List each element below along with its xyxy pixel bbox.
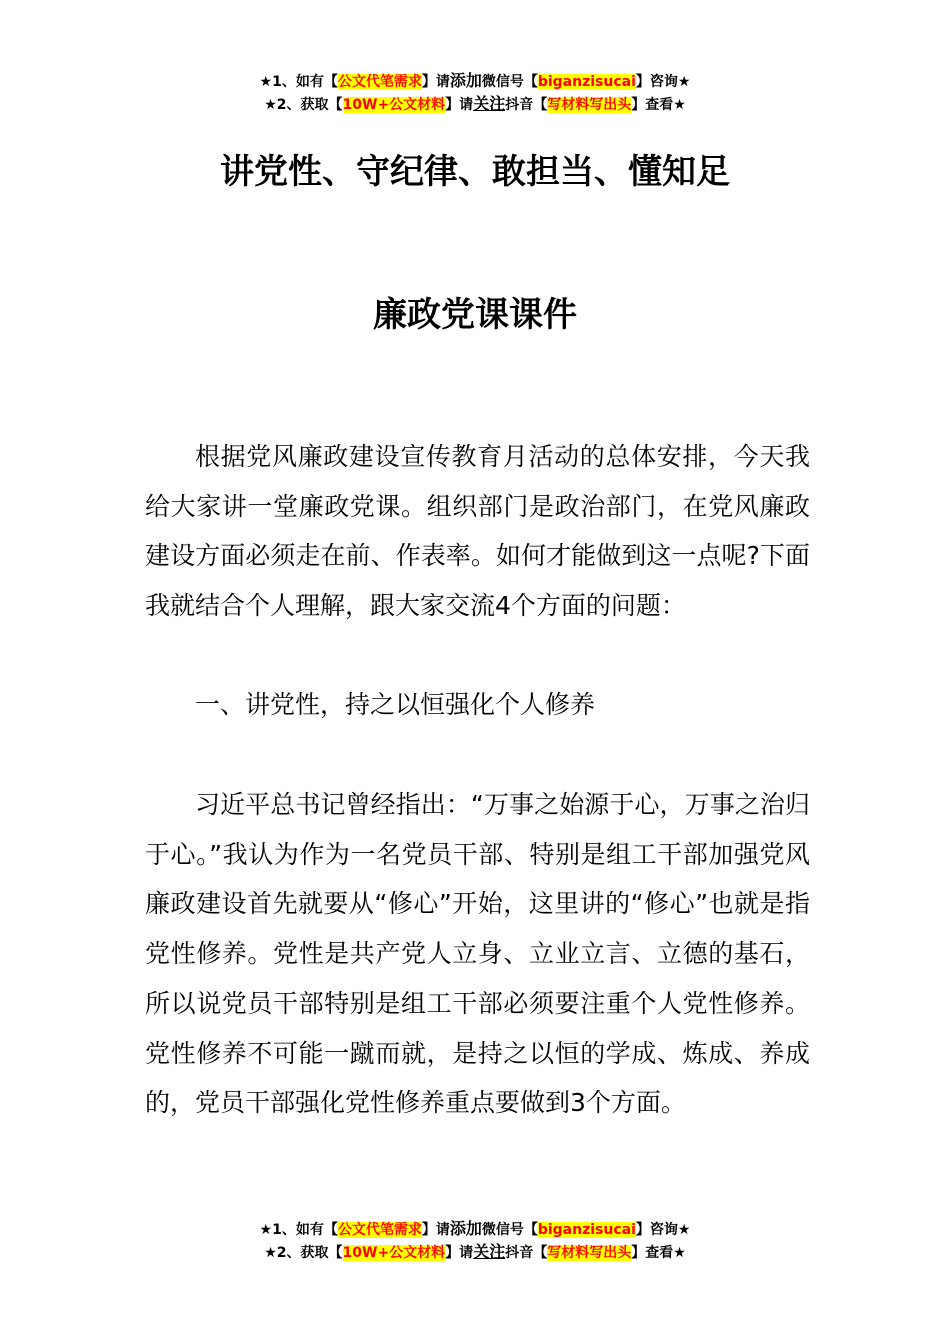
footer-line2-highlight-douyin: 写材料写出头 [547, 1245, 632, 1261]
header-line2-highlight-douyin: 写材料写出头 [547, 97, 632, 113]
footer-line2-highlight-materials: 10W+公文材料 [342, 1245, 446, 1261]
header-line1-emphasis: 添加 [449, 71, 482, 90]
header-line1-mid1: 】请 [421, 74, 450, 90]
header-line2-emphasis: 关注 [473, 94, 506, 113]
header-line2-mid1: 】请 [445, 97, 474, 113]
footer-line2-mid1: 】请 [445, 1245, 474, 1261]
footer-line1-highlight-wechat: biganzisucai [537, 1222, 636, 1238]
footer-line2-prefix: ★2、获取【 [264, 1245, 343, 1261]
header-line2-prefix: ★2、获取【 [264, 97, 343, 113]
document-title-line-1: 讲党性、守纪律、敢担当、懂知足 [220, 152, 730, 192]
section-heading-1: 一、讲党性，持之以恒强化个人修养 [195, 690, 596, 719]
document-title-line-2: 廉政党课课件 [373, 295, 577, 335]
header-line1-suffix: 】咨询★ [635, 74, 691, 90]
footer-line1-highlight-service: 公文代笔需求 [337, 1222, 422, 1238]
header-line1-prefix: ★1、如有【 [259, 74, 338, 90]
footer-line1-prefix: ★1、如有【 [259, 1222, 338, 1238]
footer-line1-mid2: 微信号【 [481, 1222, 538, 1238]
section-1-paragraph: 习近平总书记曾经指出：“万事之始源于心，万事之治归于心。”我认为作为一名党员干部、特别是组工干部加强党风廉政建设首先就要从“修心”开始，这里讲的“修心”也就是指党性修养。党性是共产党人立身、立业立言、立德的基石，所以说党员干部特别是组工干部必须要注重个人党性修养。党性修养不可能一蹴而就，是持之以恒的学成、炼成、养成的，党员干部强化党性修养重点要做到3个方面。 [145, 790, 810, 1118]
header-line1-mid2: 微信号【 [481, 74, 538, 90]
header-banner [0, 70, 950, 116]
intro-paragraph: 根据党风廉政建设宣传教育月活动的总体安排，今天我给大家讲一堂廉政党课。组织部门是政治部门，在党风廉政建设方面必须走在前、作表率。如何才能做到这一点呢?下面我就结合个人理解，跟大家交流4个方面的问题： [145, 442, 810, 621]
header-line2-highlight-materials: 10W+公文材料 [342, 97, 446, 113]
footer-banner [0, 1218, 950, 1264]
header-banner-line-2 [0, 93, 950, 116]
footer-line2-mid2: 抖音【 [505, 1245, 548, 1261]
footer-banner-line-2 [0, 1241, 950, 1264]
footer-line1-suffix: 】咨询★ [635, 1222, 691, 1238]
header-line2-suffix: 】查看★ [631, 97, 686, 113]
footer-line2-emphasis: 关注 [473, 1242, 506, 1261]
footer-banner-line-1 [0, 1218, 950, 1241]
footer-line1-mid1: 】请 [421, 1222, 450, 1238]
header-line1-highlight-wechat: biganzisucai [537, 74, 636, 90]
header-line1-highlight-service: 公文代笔需求 [337, 74, 422, 90]
footer-line1-emphasis: 添加 [449, 1219, 482, 1238]
footer-line2-suffix: 】查看★ [631, 1245, 686, 1261]
header-line2-mid2: 抖音【 [505, 97, 548, 113]
header-banner-line-1 [0, 70, 950, 93]
